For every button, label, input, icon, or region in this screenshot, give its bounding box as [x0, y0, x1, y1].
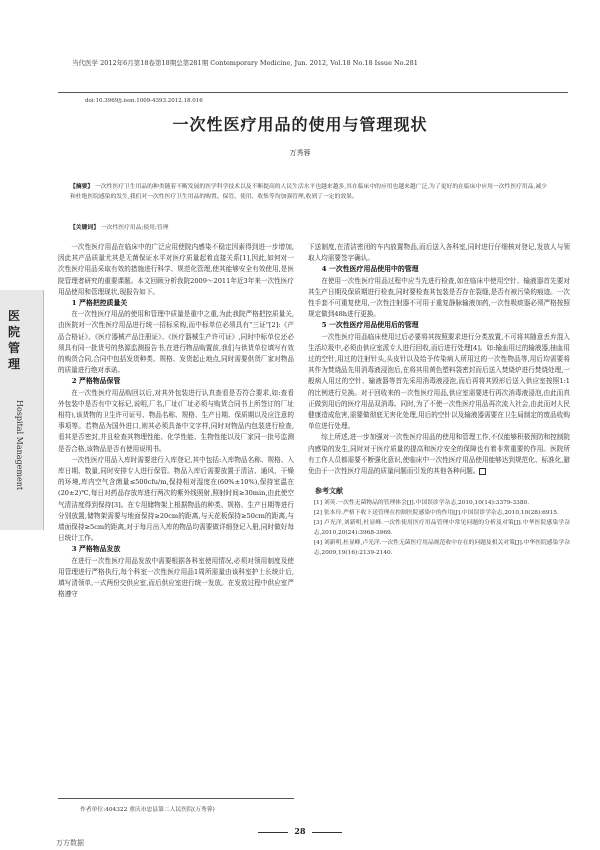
intro-paragraph: 一次性医疗用品在临床中的广泛应用使院内感染不稳定因素得到进一步增加,因此其产品质量尤其是无菌保证水平对医疗质量起着直接关系[1],因此,如何对一次性医疗用品采取有效的措施进行科学、规范化管理,使其能够安全有效使用,是医院管理者研究的重要课题。本文回顾分析我院2009～2011年近3年来一次性医疗用品使用和管理现状,现报告如下。 — [58, 243, 294, 296]
keywords-label: 【关键词】 — [70, 225, 99, 231]
header-rule — [58, 92, 568, 93]
footnote-rule — [58, 798, 294, 799]
section-3-paragraph: 在进行一次性医疗用品发放中需要根据各科室使用情况,必须对领用制度及使用管理进行严格执行,每个科室一次性医疗用品1周所需量由该科室护士长统计后,填写清领单,一式两份交供应室,而后供应室进行统一发放。在发放过程中供应室严格遵守 — [58, 556, 294, 599]
reference-item: [3] 卢光洋,刘新明,杜显峰.一次性使用医疗用品管理中常见问题的分析及对策[J].中华医院感染学杂志,2010,20(24):3968-3969. — [313, 520, 570, 537]
author-affiliation-footnote: 作者单位:404322 重庆市忠县第二人民医院(万秀蓉) — [80, 807, 215, 813]
section-1-paragraph: 在一次性医疗用品的使用和管理中质量是重中之重,为此我院严格把控质量关,由医院对一次性医疗用品进行统一招标采购,而中标单位必须具有"三证"[2]:《产品合格证》、《医疗器械产品注册证》、《医疗器械生产许可证》,同时中标单位还必须具有同一批货号的热源监测报告书,在进行物品购置前,我们与供货单位填写有效的购货合同,合同中包括发货种类、规格、发货起止地点,同时需要供货厂家对物品的质量进行绝对承诺。 — [58, 310, 294, 375]
end-mark-icon — [479, 468, 486, 475]
references-heading: 参考文献 — [315, 486, 343, 496]
right-column — [308, 242, 570, 558]
abstract-text: 一次性医疗卫生用品的种类随着不断发展的医学科学技术以及不断提高的人民生活水平也越来越多,其在临床中的应用也越来越广泛,为了更好的在临床中应用一次性医疗用品,减少和杜绝医院感染的发生,我们对一次性医疗卫生用品的购置、保管、使用、收集等均加强管理,收到了一定的效果。 — [70, 184, 547, 200]
section-2-paragraph-2: 一次性医疗用品入库时需要进行入库登记,其中包括:入库物品名称、规格、入库日期、数量,同时安排专人进行保管。物品入库后需要放置于清洁、通风、干燥的环境,库内空气含菌量≤500cfu/m,保持相对湿度在(60%±10%),保持室温在(20±2)℃,每日对药品存放库进行两次的紫外线照射,照射时间≥30min,由此使空气清洁度得到保持[3]。在专用储物架上根据物品的种类、规格、生产日期等进行分别放置,储物架需要与地面保持≥20cm的距离,与天花板保持≥50cm的距离,与墙面保持≥5cm的距离,对于每月出入库的物品均需要做详细登记入册,同时做好每日统计工作。 — [58, 455, 294, 543]
section-4-heading: 4 一次性医疗用品使用中的管理 — [321, 265, 419, 274]
section-5-paragraph-1: 一次性医疗用品临床使用过后必要将其按照要求进行分类放置,不可将其随意丢弃混入生活垃圾中,必须由供应室派专人进行回收,而后进行处理[4]。如:输血用过的输液器,抽血用过的空针,用过的注射针头,头皮针以及给予传染病人所用过的一次性物品等,用后均需要将其作为焚烧品先用消毒液浸泡后,在将其用黄色塑料袋密封而后送入焚烧炉进行焚烧处理,一般病人用过的空针、输液器等首先采用消毒液浸泡,而后再将其毁形后送入供应室按照1:1的比例进行兑换。对于回收来的一次性医疗用品,供应室需要进行再次消毒液浸泡,由此而真正做到用后的医疗用品双消毒。同时,为了不使一次性医疗用品再次流入社会,由此而对人民健康造成危害,需要做彻底无害化处理,用后的空针以及输液器需要在卫生局制定的废品收购单位进行处理。 — [308, 332, 570, 431]
abstract — [70, 182, 550, 202]
keywords — [70, 222, 550, 231]
section-label-cn: 医院管理 — [8, 309, 21, 371]
section-3-continuation: 下送制度,在清洁密闭的车内放置物品,而后送入各科室,同时进行仔细核对登记,发放人与领取人均需要签字确认。 — [308, 243, 570, 263]
section-1-heading: 1 严格把控质量关 — [71, 299, 128, 308]
conclusion-text: 综上所述,进一步加强对一次性医疗用品的使用和管理工作,不仅能够积极预防和控制院内感染的发生,同时对于医疗质量的提高和医疗安全的保障也有着非常重要的作用。医院所有工作人员都需要不断强化意识,使临床中一次性医疗用品使用能够达到规范化、标准化,避免由于一次性医疗用品的质量问题而引发的其他各种问题。 — [308, 433, 570, 476]
article-author: 万秀蓉 — [289, 149, 311, 157]
section-5-heading: 5 一次性医疗用品使用后的管理 — [321, 321, 419, 330]
section-3-heading: 3 严格物品发放 — [71, 545, 121, 554]
abstract-label: 【摘要】 — [70, 184, 94, 190]
reference-item: [4] 刘新明,杜显峰,卢光洋.一次性无菌医疗用品规范收中存在的问题及相关对策[J].中华医院感染学杂志,2009,19(16):2139-2140. — [313, 540, 570, 557]
section-label-en: Hospital Management — [15, 400, 24, 491]
left-column — [58, 242, 294, 601]
doi-line[interactable]: doi:10.3969/j.issn.1009-4393.2012.18.016 — [85, 98, 203, 104]
journal-header: 当代医学 2012年6月第18卷第18期总第281期 Contemporary Medicine, Jun. 2012, Vol.18 No.18 Issue No.281 — [72, 59, 418, 67]
article-title: 一次性医疗用品的使用与管理现状 — [172, 115, 428, 134]
reference-item: [1] 刘英.一次性无菌物品的管理体会[J].中国误诊学杂志,2010,10(14):3379-3380. — [313, 500, 530, 507]
section-5-paragraph-2 — [308, 432, 570, 477]
watermark: 万方数据 — [56, 839, 84, 847]
page-number: 28 — [0, 826, 600, 836]
keywords-text: 一次性医疗用品;使用;管理 — [100, 225, 169, 231]
section-2-paragraph-1: 在一次性医疗用品购回以后,对其外包装进行认真查看是否符合要求,如:查看外包装中是否有中文标记,说明,厂名,厂址(厂址必须与购货合同书上所签订的厂址相符),该货物的卫生许可证号、物品名称、规格、生产日期、保质期以及应注意的事项等。若物品为国外进口,则其必须具备中文字样,同时对物品内包装进行检查,看其是否密封,并且检查其物理性能、化学性能、生物性能以及厂家同一批号监测是否合格,该物品是否有使用说明书。 — [58, 388, 294, 453]
section-4-paragraph: 在使用一次性医疗用品过程中应当先进行检查,如在临床中使用空针、输液器首先要对其生产日期及保质期进行检查,同时要检查其包装是否存在裂缝,是否有被污染的痕迹。一次性手套不可重复使用,一次性注射器不可用于重复静脉输液加药,一次性吸痰器必须严格按照规定做到48h进行更换。 — [308, 276, 570, 319]
section-2-heading: 2 严格物品保管 — [71, 377, 121, 386]
reference-item: [2] 张本玲.严格下收下送管理在控制医院感染中的作用[J].中国误诊学杂志,2010,10(28):6915. — [313, 510, 559, 517]
